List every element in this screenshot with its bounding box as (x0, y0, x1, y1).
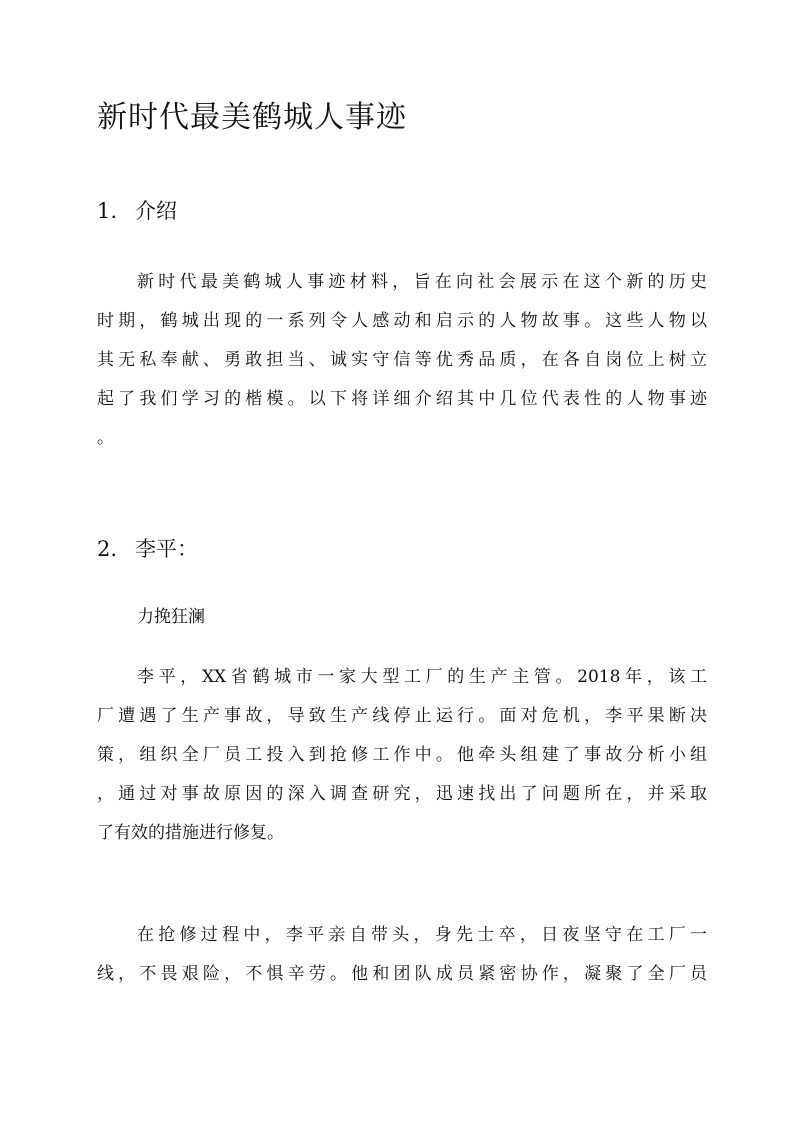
li-ping-paragraph-2 (97, 916, 707, 994)
section-heading-introduction (97, 196, 177, 226)
paragraph-line: 线，不畏艰险，不惧辛劳。他和团队成员紧密协作，凝聚了全厂员 (97, 964, 707, 984)
paragraph-line: 。 (97, 428, 114, 448)
paragraph-line: 新时代最美鹤城人事迹材料，旨在向社会展示在这个新的历史 (137, 272, 707, 292)
section-title: 介绍 (135, 199, 177, 223)
section-heading-li-ping (97, 534, 198, 564)
section-number: 2. (97, 537, 118, 561)
paragraph-line: ，通过对事故原因的深入调查研究，迅速找出了问题所在，并采取 (97, 784, 707, 804)
paragraph-line: 策，组织全厂员工投入到抢修工作中。他牵头组建了事故分析小组 (97, 745, 707, 765)
paragraph-line: 厂遭遇了生产事故，导致生产线停止运行。面对危机，李平果断决 (97, 706, 707, 726)
paragraph-line: 其无私奉献、勇敢担当、诚实守信等优秀品质，在各自岗位上树立 (97, 350, 707, 370)
paragraph-line: 了有效的措施进行修复。 (97, 823, 284, 843)
section-title: 李平： (135, 537, 198, 561)
section-number: 1. (97, 199, 118, 223)
paragraph-line: 时期，鹤城出现的一系列令人感动和启示的人物故事。这些人物以 (97, 311, 707, 331)
section-subheading: 力挽狂澜 (137, 607, 205, 627)
paragraph-line: 起了我们学习的楷模。以下将详细介绍其中几位代表性的人物事迹 (97, 389, 707, 409)
document-title: 新时代最美鹤城人事迹 (97, 100, 407, 135)
intro-paragraph (97, 263, 707, 458)
paragraph-line: 在抢修过程中，李平亲自带头，身先士卒，日夜坚守在工厂一 (137, 925, 707, 945)
paragraph-line: 李平，XX省鹤城市一家大型工厂的生产主管。2018年，该工 (137, 667, 707, 687)
li-ping-paragraph-1 (97, 658, 707, 853)
